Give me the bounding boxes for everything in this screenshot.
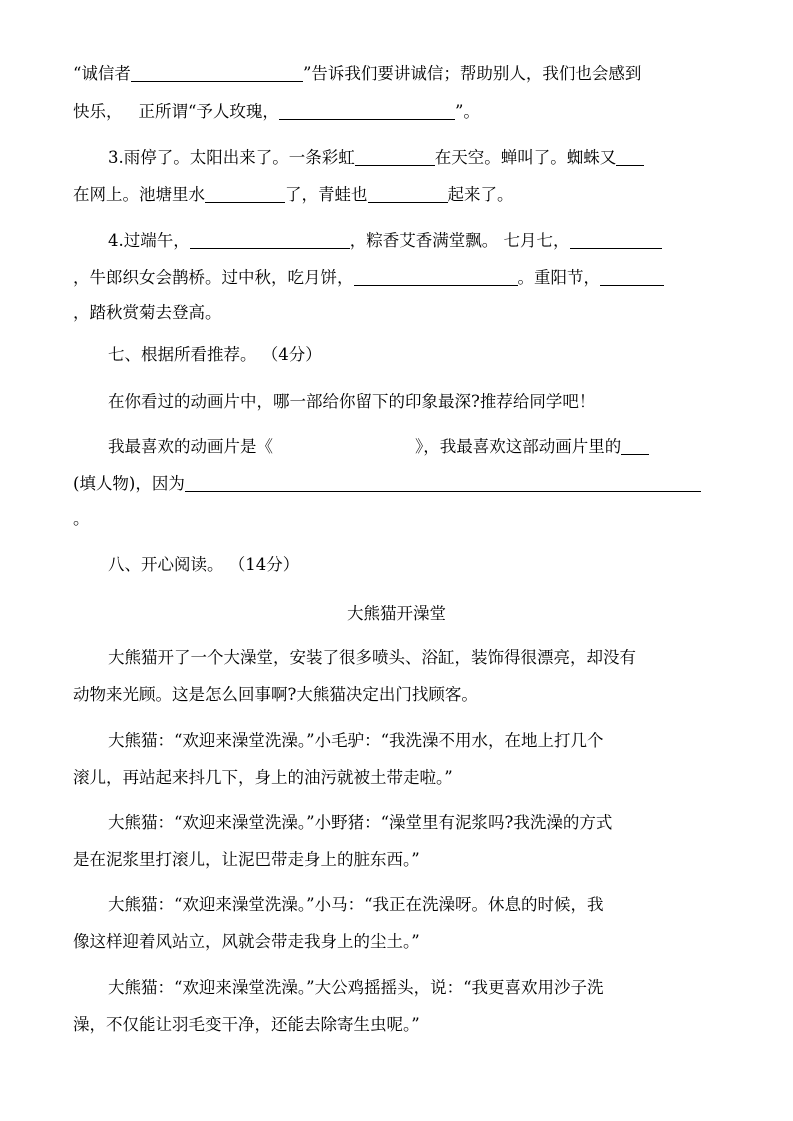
story-p3-line-1: 大熊猫：“欢迎来澡堂洗澡。”小野猪：“澡堂里有泥浆吗?我洗澡的方式 (108, 813, 613, 832)
story-p1-line-2: 动物来光顾。这是怎么回事啊?大熊猫决定出门找顾客。 (73, 685, 478, 704)
section-7-line-1 (108, 435, 720, 459)
story-p4-line-1: 大熊猫：“欢迎来澡堂洗澡。”小马：“我正在洗澡呀。休息的时候，我 (108, 895, 604, 914)
text: 3.雨停了。太阳出来了。一条彩虹 (108, 148, 355, 167)
text: 在网上。池塘里水 (73, 185, 205, 204)
text: 。重阳节， (517, 268, 600, 287)
section-7-line-3: 。 (73, 509, 90, 528)
text: ”告诉我们要讲诚信；帮助别人，我们也会感到 (302, 64, 642, 83)
story-p4-line-2: 像这样迎着风站立，风就会带走我身上的尘土。” (73, 932, 420, 951)
q6-line-2 (73, 100, 721, 124)
story-p5-line-1: 大熊猫：“欢迎来澡堂洗澡。”大公鸡摇摇头，说：“我更喜欢用沙子洗 (108, 978, 604, 997)
section-7-line-2 (73, 472, 721, 496)
answer-blank[interactable] (600, 269, 664, 286)
text: ，粽香艾香满堂飘。 七月七， (349, 231, 570, 250)
answer-blank[interactable] (621, 438, 649, 455)
answer-blank[interactable] (273, 439, 415, 455)
story-p3-line-2: 是在泥浆里打滚儿，让泥巴带走身上的脏东西。” (73, 850, 420, 869)
q6-line-1 (73, 62, 721, 86)
section-8-heading: 八、开心阅读。 （14分） (108, 555, 300, 574)
section-7-prompt: 在你看过的动画片中，哪一部给你留下的印象最深?推荐给同学吧！ (108, 392, 596, 411)
text: ，踏秋赏菊去登高。 (73, 303, 222, 322)
answer-blank[interactable] (279, 103, 455, 120)
answer-blank[interactable] (185, 475, 701, 492)
text: 快乐， (73, 102, 123, 121)
answer-blank[interactable] (368, 186, 448, 203)
q3-line-1 (108, 146, 720, 170)
text: 在天空。蝉叫了。蜘蛛又 (434, 148, 617, 167)
answer-blank[interactable] (131, 65, 303, 82)
answer-blank[interactable] (190, 232, 350, 249)
text: 起来了。 (447, 185, 514, 204)
text: 我最喜欢的动画片是《 (108, 437, 273, 456)
q3-line-2 (73, 183, 721, 207)
text: 4.过端午， (108, 231, 190, 250)
story-p2-line-1: 大熊猫：“欢迎来澡堂洗澡。”小毛驴：“我洗澡不用水，在地上打几个 (108, 731, 604, 750)
section-7-heading: 七、根据所看推荐。 （4分） (108, 345, 322, 364)
text: 了，青蛙也 (285, 185, 368, 204)
text: 正所谓“予人玫瑰， (138, 102, 279, 121)
q4-line-3 (73, 301, 721, 325)
text: 》，我最喜欢这部动画片里的 (415, 437, 622, 456)
q4-line-1 (108, 229, 720, 253)
story-p2-line-2: 滚儿，再站起来抖几下，身上的油污就被土带走啦。” (73, 768, 453, 787)
answer-blank[interactable] (354, 269, 518, 286)
answer-blank[interactable] (205, 186, 285, 203)
story-p5-line-2: 澡，不仅能让羽毛变干净，还能去除寄生虫呢。” (73, 1015, 420, 1034)
text: ”。 (454, 102, 480, 121)
answer-blank[interactable] (570, 232, 662, 249)
text: “诚信者 (73, 64, 131, 83)
q4-line-2 (73, 266, 721, 290)
text: (填人物)，因为 (73, 474, 185, 493)
answer-blank[interactable] (355, 149, 435, 166)
story-p1-line-1: 大熊猫开了一个大澡堂，安装了很多喷头、浴缸，装饰得很漂亮，却没有 (108, 648, 636, 667)
story-title: 大熊猫开澡堂 (347, 604, 446, 623)
answer-blank[interactable] (616, 149, 644, 166)
text: ，牛郎织女会鹊桥。过中秋，吃月饼， (73, 268, 354, 287)
